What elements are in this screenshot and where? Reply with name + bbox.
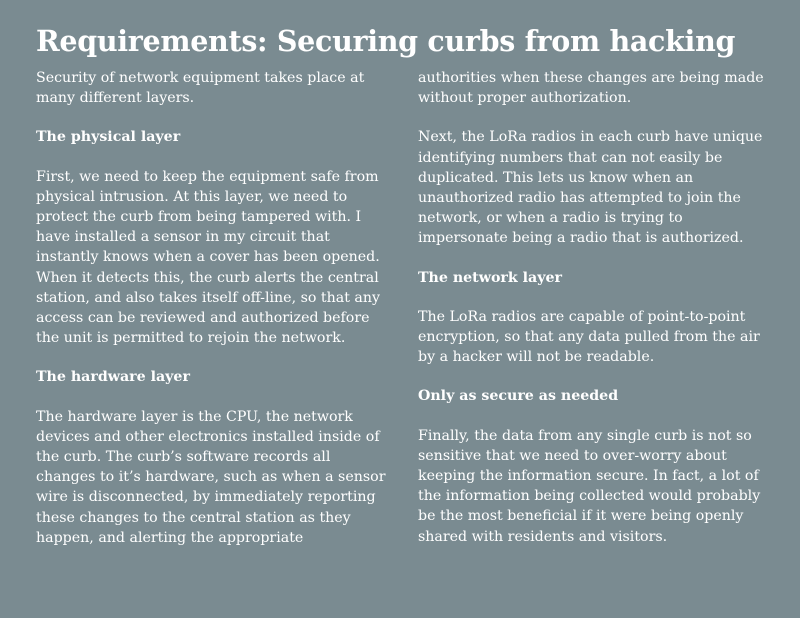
left-column	[36, 68, 388, 567]
page-title: Requirements: Securing curbs from hacking	[36, 24, 736, 58]
secure-as-needed-heading: Only as secure as needed	[418, 388, 619, 405]
network-layer-paragraph: The LoRa radios are capable of point-to-point encryption, so that any data pulled from the air by a hacker will not be readable.	[418, 308, 760, 366]
network-layer-heading: The network layer	[418, 269, 562, 286]
right-column	[418, 68, 768, 566]
physical-layer-heading: The physical layer	[36, 129, 181, 146]
hardware-layer-heading: The hardware layer	[36, 369, 190, 386]
lora-radio-paragraph: Next, the LoRa radios in each curb have unique identifying numbers that can not easily be duplicated. This lets us know when an unauthorized radio has attempted to join the network, or when a radio is trying to impersonate being a radio that is authorized.	[418, 129, 763, 247]
physical-layer-paragraph: First, we need to keep the equipment safe from physical intrusion. At this layer, we need to protect the curb from being tampered with. I have installed a sensor in my circuit that instantly knows when a cover has been opened. When it detects this, the curb alerts the central station, and also takes itself off-line, so that any access can be reviewed and authorized before the unit is permitted to rejoin the network.	[36, 168, 381, 347]
intro-paragraph: Security of network equipment takes place at many different layers.	[36, 70, 365, 107]
continuation-paragraph: authorities when these changes are being made without proper authorization.	[418, 70, 764, 107]
secure-as-needed-paragraph: Finally, the data from any single curb is not so sensitive that we need to over-worry about keeping the information secure. In fact, a lot of the information being collected would probably be the most beneficial if it were being openly shared with residents and visitors.	[418, 427, 761, 545]
hardware-layer-paragraph: The hardware layer is the CPU, the network devices and other electronics installed inside of the curb. The curb’s software records all changes to it’s hardware, such as when a sensor wire is disconnected, by immediately reporting these changes to the central station as they happen, and alerting the appropriate	[36, 408, 386, 546]
